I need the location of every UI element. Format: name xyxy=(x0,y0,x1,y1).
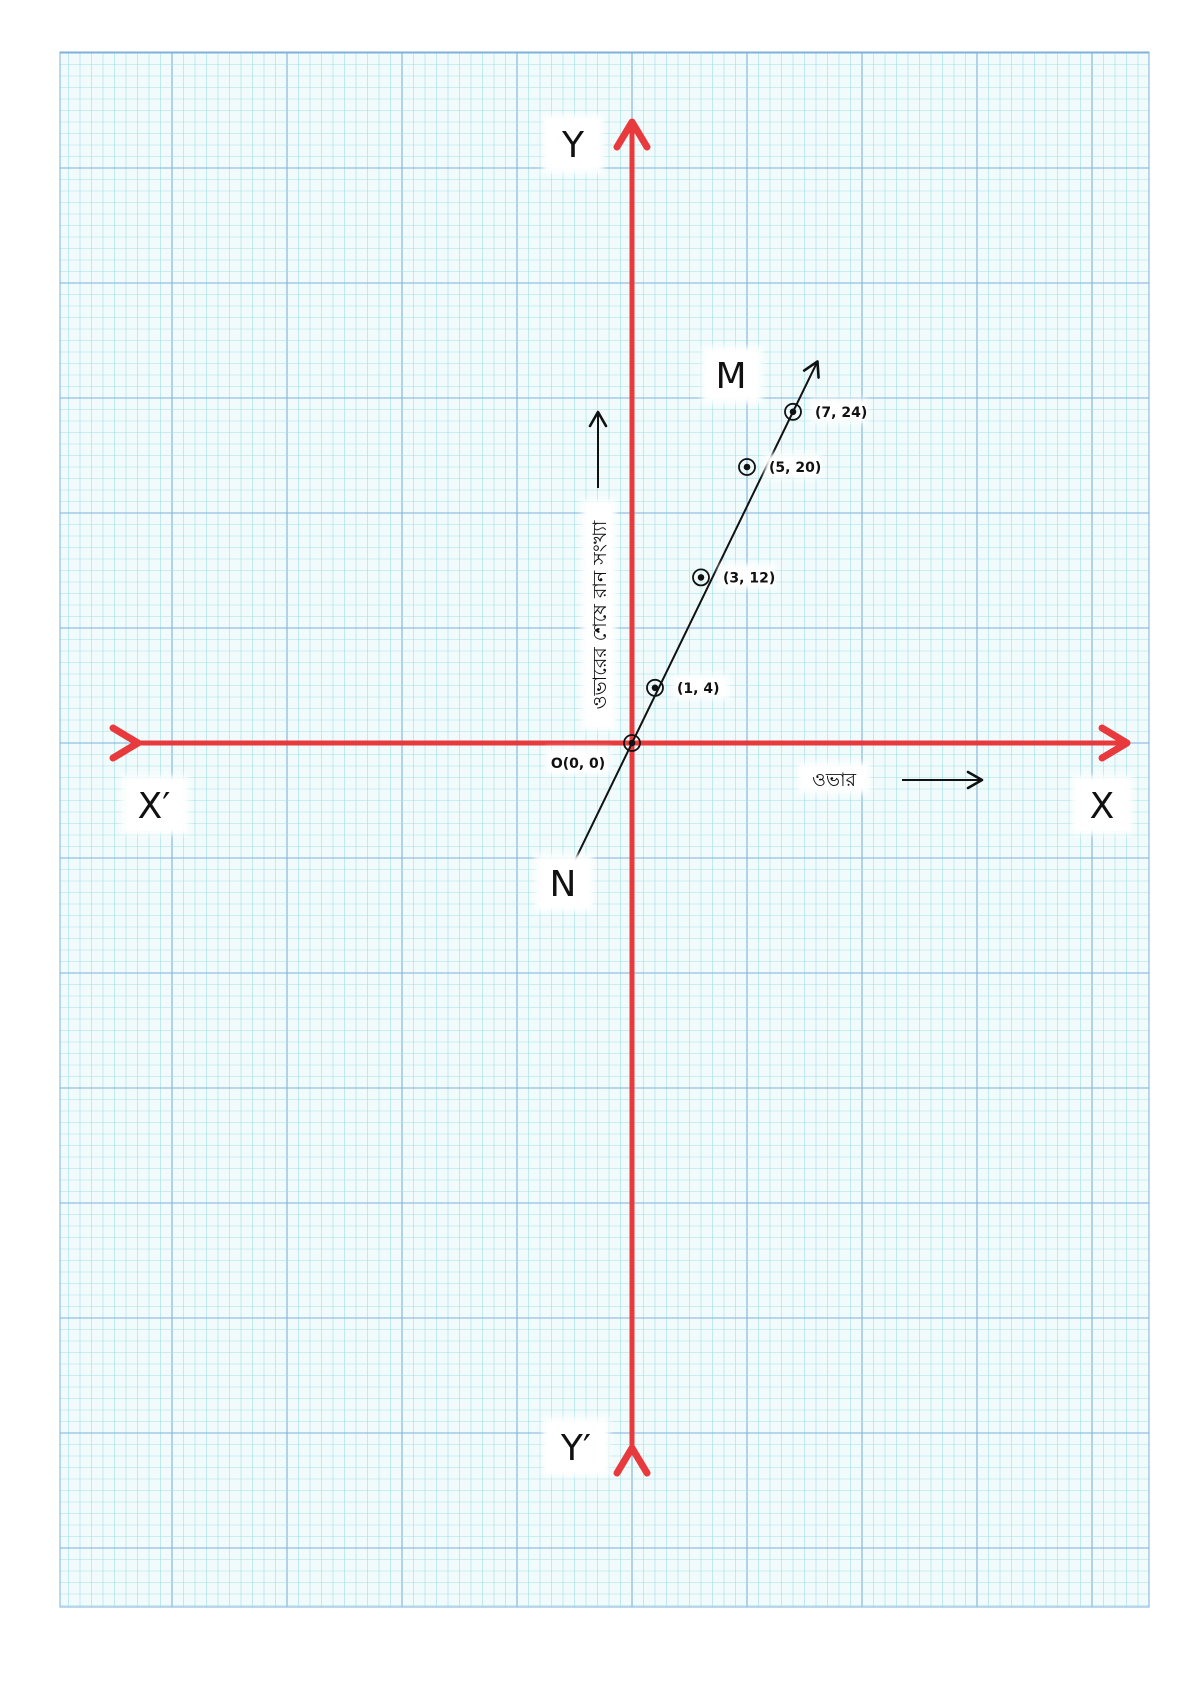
point-label: (1, 4) xyxy=(677,680,720,697)
origin-label: O(0, 0) xyxy=(550,756,606,772)
y-positive-label: Y xyxy=(562,125,584,166)
data-point xyxy=(744,464,751,471)
y-axis-title: ওভারের শেষে রান সংখ্যা xyxy=(589,520,611,710)
point-label: (7, 24) xyxy=(815,404,868,421)
graph-paper-background xyxy=(60,52,1149,1607)
line-end-n-label: N xyxy=(549,864,577,905)
point-label: (3, 12) xyxy=(723,570,776,587)
data-point xyxy=(698,574,705,581)
y-negative-label: Y′ xyxy=(560,1428,592,1469)
x-positive-label: X xyxy=(1089,786,1115,827)
data-point xyxy=(652,685,659,692)
data-point xyxy=(629,740,636,747)
x-negative-label: X′ xyxy=(137,786,171,827)
line-end-m-label: M xyxy=(715,356,747,397)
x-axis-title: ওভার xyxy=(811,769,857,791)
data-point xyxy=(790,409,797,416)
point-label: (5, 20) xyxy=(769,460,822,476)
